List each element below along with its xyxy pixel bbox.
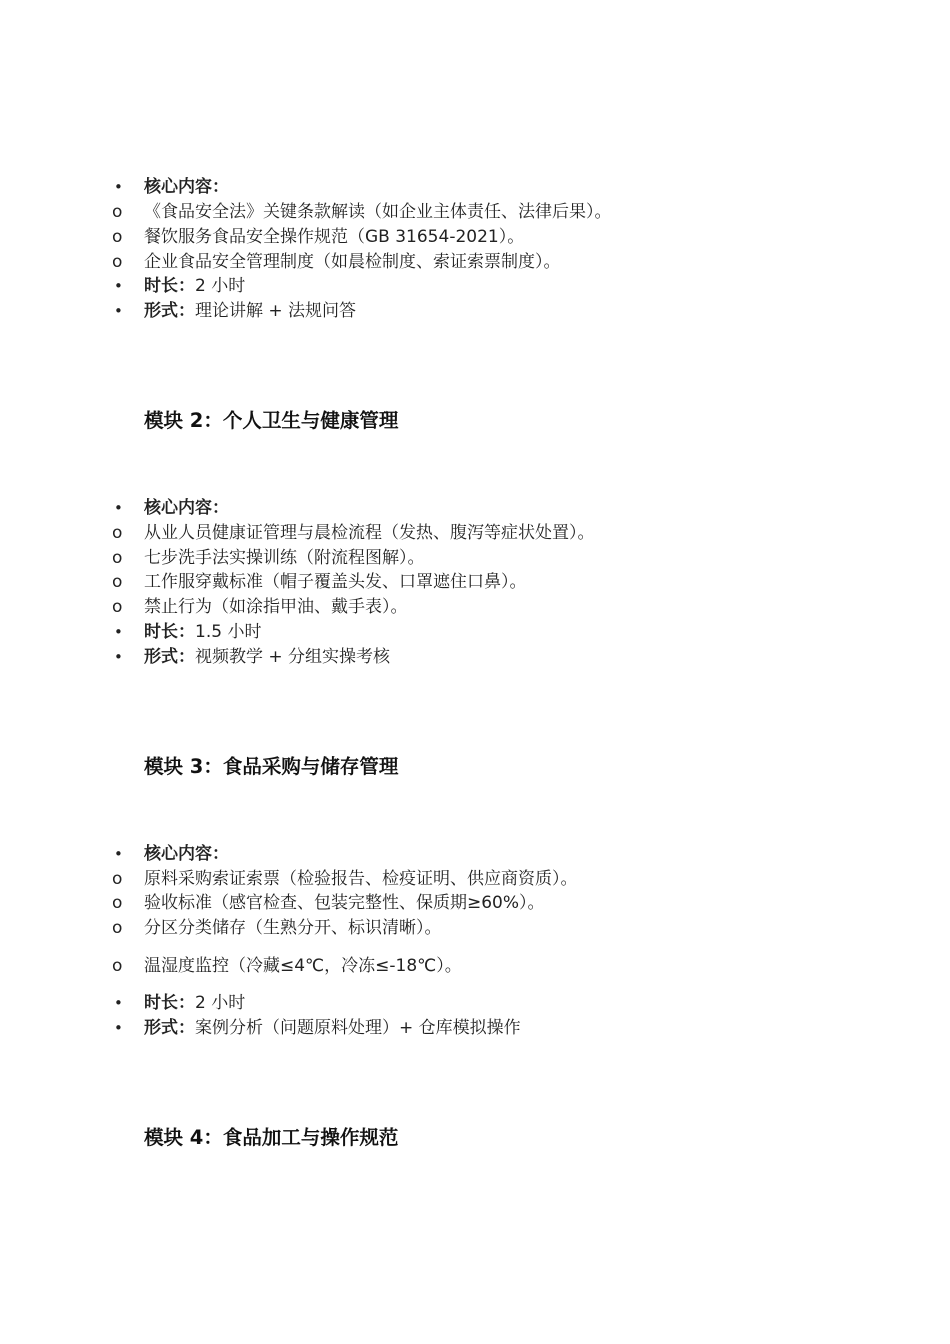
bullet-circle: o	[112, 227, 123, 247]
duration-value: 2 小时	[195, 993, 246, 1013]
bullet-circle: o	[112, 548, 123, 568]
list-item: 温湿度监控（冷藏≤4℃，冷冻≤-18℃）。	[144, 956, 462, 976]
format-label: 形式：	[144, 301, 195, 321]
m1-item-row	[0, 250, 950, 275]
format-label: 形式：	[144, 1018, 195, 1038]
bullet-circle: o	[112, 572, 123, 592]
m2-duration-row	[0, 620, 950, 645]
bullet-circle: o	[112, 869, 123, 889]
list-item: 工作服穿戴标准（帽子覆盖头发、口罩遮住口鼻）。	[144, 572, 527, 592]
m3-item-row	[0, 916, 950, 941]
m2-item-row	[0, 570, 950, 595]
m3-item-row	[0, 954, 950, 979]
module-2-heading: 模块 2：个人卫生与健康管理	[144, 409, 399, 432]
list-item: 从业人员健康证管理与晨检流程（发热、腹泻等症状处置）。	[144, 523, 595, 543]
bullet-dot: •	[114, 623, 123, 641]
module-4-heading: 模块 4：食品加工与操作规范	[144, 1126, 399, 1149]
m3-format-row	[0, 1016, 950, 1041]
m2-core-row	[0, 496, 950, 521]
duration-label: 时长：	[144, 276, 195, 296]
bullet-circle: o	[112, 523, 123, 543]
m1-item-row	[0, 225, 950, 250]
m1-core-row	[0, 175, 950, 200]
m1-format-row	[0, 299, 950, 324]
list-item: 禁止行为（如涂指甲油、戴手表）。	[144, 597, 408, 617]
duration-label: 时长：	[144, 993, 195, 1013]
format-value: 视频教学 + 分组实操考核	[195, 647, 391, 667]
m2-format-row	[0, 645, 950, 670]
m1-item-row	[0, 200, 950, 225]
m1-duration-row	[0, 274, 950, 299]
bullet-circle: o	[112, 918, 123, 938]
list-item: 《食品安全法》关键条款解读（如企业主体责任、法律后果）。	[144, 202, 612, 222]
m3-core-row	[0, 842, 950, 867]
m3-item-row	[0, 867, 950, 892]
core-content-label: 核心内容：	[144, 177, 229, 197]
list-item: 验收标准（感官检查、包装完整性、保质期≥60%）。	[144, 893, 545, 913]
core-content-label: 核心内容：	[144, 498, 229, 518]
bullet-dot: •	[114, 277, 123, 295]
core-content-label: 核心内容：	[144, 844, 229, 864]
m2-item-row	[0, 595, 950, 620]
bullet-circle: o	[112, 202, 123, 222]
bullet-circle: o	[112, 893, 123, 913]
duration-label: 时长：	[144, 622, 195, 642]
module-3-heading: 模块 3：食品采购与储存管理	[144, 755, 399, 778]
bullet-circle: o	[112, 597, 123, 617]
bullet-dot: •	[114, 1019, 123, 1037]
bullet-dot: •	[114, 178, 123, 196]
bullet-dot: •	[114, 845, 123, 863]
m3-duration-row	[0, 991, 950, 1016]
m3-item-row	[0, 891, 950, 916]
bullet-dot: •	[114, 648, 123, 666]
format-value: 理论讲解 + 法规问答	[195, 301, 357, 321]
list-item: 餐饮服务食品安全操作规范（GB 31654-2021）。	[144, 227, 525, 247]
duration-value: 2 小时	[195, 276, 246, 296]
format-label: 形式：	[144, 647, 195, 667]
bullet-dot: •	[114, 302, 123, 320]
bullet-circle: o	[112, 956, 123, 976]
format-value: 案例分析（问题原料处理）+ 仓库模拟操作	[195, 1018, 521, 1038]
duration-value: 1.5 小时	[195, 622, 262, 642]
list-item: 分区分类储存（生熟分开、标识清晰）。	[144, 918, 442, 938]
m2-item-row	[0, 546, 950, 571]
m2-item-row	[0, 521, 950, 546]
bullet-dot: •	[114, 994, 123, 1012]
bullet-circle: o	[112, 252, 123, 272]
list-item: 七步洗手法实操训练（附流程图解）。	[144, 548, 425, 568]
list-item: 企业食品安全管理制度（如晨检制度、索证索票制度）。	[144, 252, 561, 272]
bullet-dot: •	[114, 499, 123, 517]
list-item: 原料采购索证索票（检验报告、检疫证明、供应商资质）。	[144, 869, 578, 889]
